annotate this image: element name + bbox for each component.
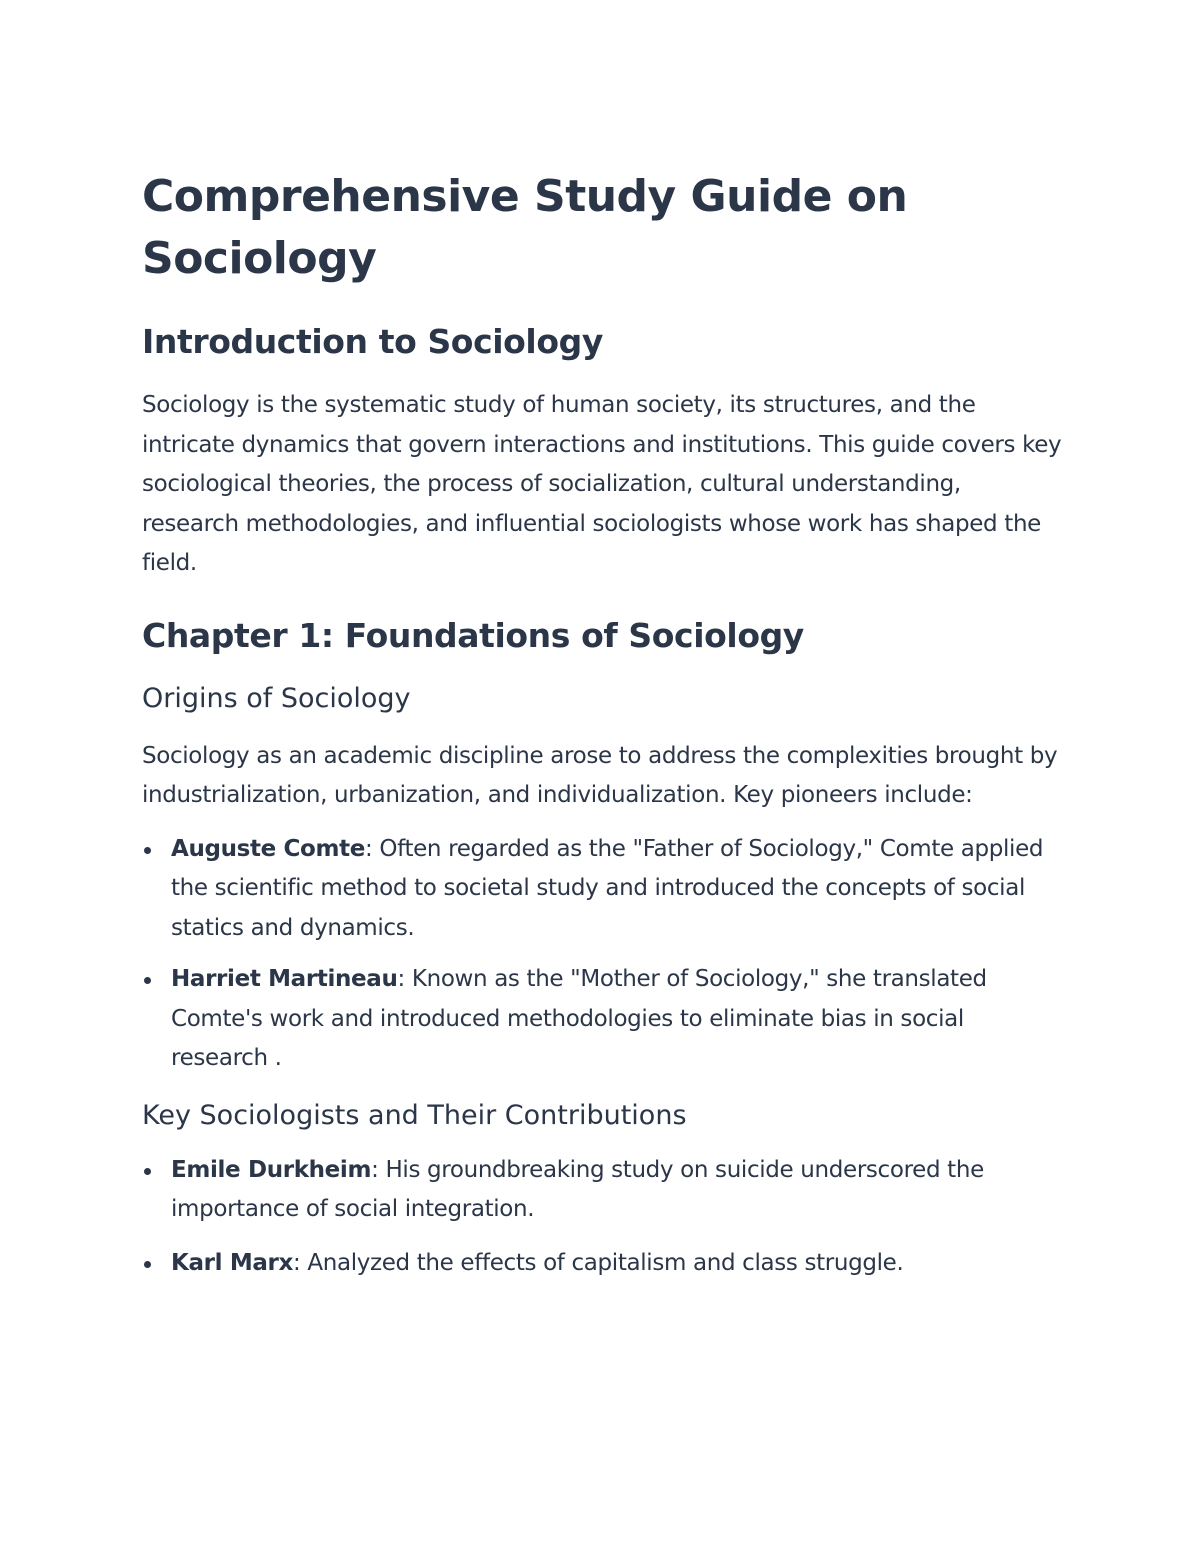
list-item-text: : His groundbreaking study on suicide underscored the importance of social integration. bbox=[171, 1156, 984, 1222]
document-title: Comprehensive Study Guide on Sociology bbox=[142, 171, 908, 284]
pioneers-list bbox=[142, 830, 1062, 1079]
subheading-origins: Origins of Sociology bbox=[142, 682, 411, 714]
list-item-term: Emile Durkheim bbox=[171, 1156, 372, 1183]
list-item bbox=[142, 960, 1062, 1079]
document-page bbox=[142, 166, 1062, 1283]
introduction-paragraph: Sociology is the systematic study of human society, its structures, and the intricate dynamics that govern interactions and institutions. This guide covers key sociological theories, the process of socialization, cultural understanding, research methodologies, and influential sociologists whose work has shaped the field. bbox=[142, 392, 1062, 576]
list-item bbox=[142, 1244, 1062, 1284]
section-heading-chapter-1: Chapter 1: Foundations of Sociology bbox=[142, 615, 804, 655]
list-item-text: : Often regarded as the "Father of Sociology," Comte applied the scientific method to societal study and introduced the concepts of social statics and dynamics. bbox=[171, 835, 1044, 941]
key-sociologists-list bbox=[142, 1151, 1062, 1284]
origins-paragraph: Sociology as an academic discipline arose to address the complexities brought by industrialization, urbanization, and individualization. Key pioneers include: bbox=[142, 742, 1058, 808]
subheading-key-sociologists: Key Sociologists and Their Contributions bbox=[142, 1099, 687, 1131]
bullet-icon bbox=[144, 847, 151, 854]
list-item bbox=[142, 1151, 1062, 1230]
list-item-term: Auguste Comte bbox=[171, 835, 365, 862]
list-item-text: : Analyzed the effects of capitalism and class struggle. bbox=[293, 1249, 904, 1276]
list-item-term: Harriet Martineau bbox=[171, 966, 398, 992]
section-heading-introduction: Introduction to Sociology bbox=[142, 322, 603, 361]
bullet-icon bbox=[144, 977, 151, 984]
list-item-term: Karl Marx bbox=[171, 1249, 294, 1276]
list-item bbox=[142, 830, 1062, 949]
list-item-text: : Known as the "Mother of Sociology," she translated Comte's work and introduced methodologies to eliminate bias in social research . bbox=[171, 966, 987, 1071]
bullet-icon bbox=[144, 1168, 151, 1175]
bullet-icon bbox=[144, 1261, 151, 1268]
